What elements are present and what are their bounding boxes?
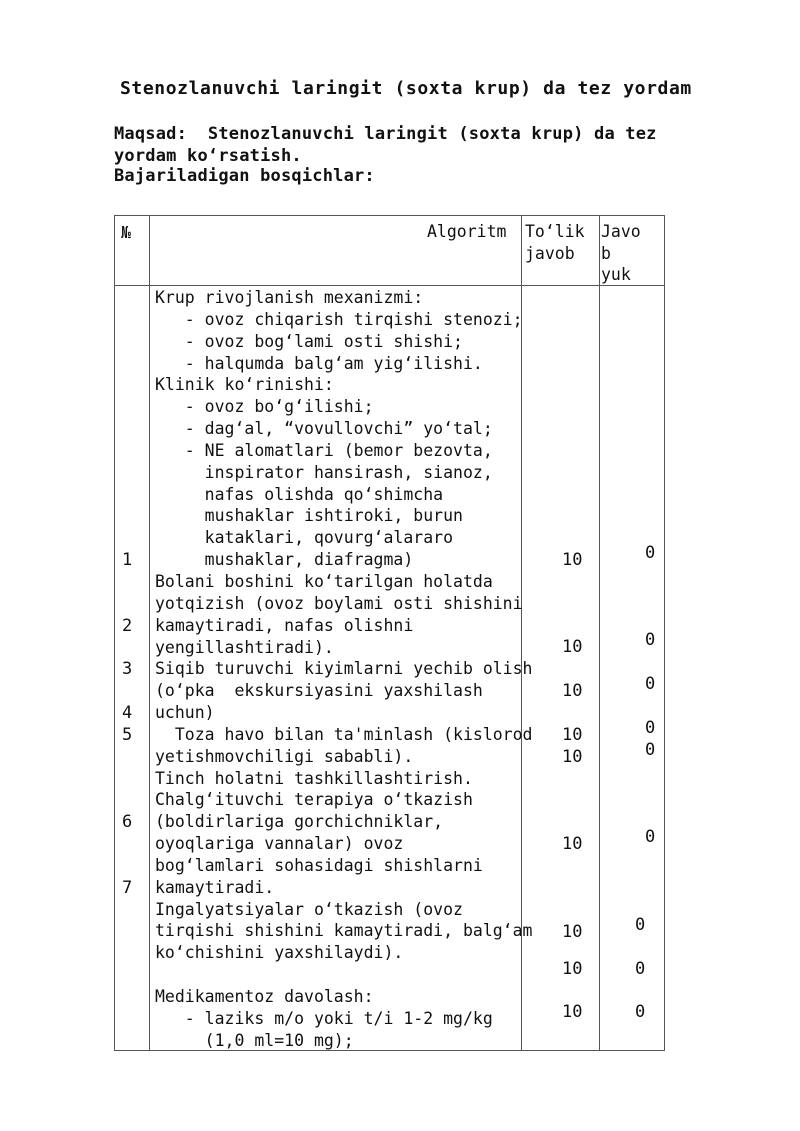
header-number: № (121, 223, 131, 242)
zero-score: 0 (645, 718, 656, 738)
algorithm-line: - laziks m/o yoki t/i 1-2 mg/kg (155, 1008, 493, 1028)
algorithm-line: (1,0 ml=10 mg); (155, 1030, 354, 1050)
algorithm-line: Toza havo bilan ta'minlash (kislorod (155, 724, 533, 744)
zero-score: 0 (635, 959, 646, 979)
algorithm-line: bog‘lamlari sohasidagi shishlarni (155, 855, 483, 875)
algorithm-line: - halqumda balg‘am yig‘ilishi. (155, 353, 483, 373)
algorithm-line: Medikamentoz davolash: (155, 987, 374, 1006)
algorithm-line: Chalg‘ituvchi terapiya o‘tkazish (155, 790, 473, 810)
algorithm-line: (o‘pka ekskursiyasini yaxshilash (155, 681, 483, 701)
zero-score: 0 (635, 1002, 646, 1022)
algorithm-line: oyoqlariga vannalar) ovoz (155, 834, 404, 854)
algorithm-line: - dag‘al, “vovullovchi” yo‘tal; (155, 419, 493, 439)
goal-line-1: Maqsad: Stenozlanuvchi laringit (soxta krup) da tez (114, 124, 657, 144)
algorithm-line: - ovoz bog‘lami osti shishi; (155, 331, 463, 351)
zero-score: 0 (645, 827, 656, 847)
zero-score: 0 (645, 543, 656, 563)
row-number: 2 (122, 616, 133, 636)
row-number: 3 (122, 659, 133, 679)
algorithm-line: Siqib turuvchi kiyimlarni yechib olish (155, 659, 533, 679)
algorithm-line: - NE alomatlari (bemor bezovta, (155, 440, 493, 460)
full-score: 10 (562, 550, 583, 570)
algorithm-line: Krup rivojlanish mexanizmi: (155, 288, 424, 307)
algorithm-line: uchun) (155, 703, 215, 723)
algorithm-line: - ovoz chiqarish tirqishi stenozi; (155, 309, 523, 329)
document-title: Stenozlanuvchi laringit (soxta krup) da tez yordam (120, 78, 692, 99)
algorithm-line: Bolani boshini ko‘tarilgan holatda (155, 571, 493, 591)
algorithm-line: yotqizish (ovoz boylami osti shishini (155, 593, 523, 613)
algorithm-line: (boldirlariga gorchichniklar, (155, 812, 444, 832)
algorithm-line (155, 964, 533, 986)
header-divider (149, 285, 664, 286)
row-number: 4 (122, 703, 133, 723)
full-score: 10 (562, 922, 583, 942)
algorithm-line: Ingalyatsiyalar o‘tkazish (ovoz (155, 899, 463, 919)
algorithm-line: tirqishi shishini kamaytiradi, balg‘am (155, 921, 533, 941)
header-algorithm: Algoritm (427, 222, 507, 241)
algorithm-line: mushaklar, diafragma) (155, 550, 414, 570)
full-score: 10 (562, 725, 583, 745)
full-score: 10 (562, 1002, 583, 1022)
algorithm-line: ko‘chishini yaxshilaydi). (155, 943, 404, 963)
algorithm-line: yetishmovchiligi sababli). (155, 746, 414, 766)
algorithm-table (114, 215, 665, 1051)
algorithm-line: Klinik ko‘rinishi: (155, 375, 334, 395)
row-number: 1 (122, 550, 133, 570)
zero-score: 0 (645, 674, 656, 694)
algorithm-line: kataklari, qovurg‘alararo (155, 528, 454, 548)
full-score: 10 (562, 637, 583, 657)
row-number: 5 (122, 725, 133, 745)
zero-score: 0 (645, 740, 656, 760)
steps-heading: Bajariladigan bosqichlar: (114, 166, 375, 186)
column-divider (599, 216, 600, 1050)
full-score: 10 (562, 834, 583, 854)
full-score: 10 (562, 959, 583, 979)
algorithm-steps (155, 287, 533, 1052)
column-divider (149, 216, 150, 1050)
goal-line-2: yordam ko‘rsatish. (114, 146, 302, 166)
row-number: 6 (122, 812, 133, 832)
full-score: 10 (562, 681, 583, 701)
zero-score: 0 (635, 915, 646, 935)
algorithm-line: yengillashtiradi). (155, 637, 334, 657)
row-number: 7 (122, 878, 133, 898)
algorithm-line: mushaklar ishtiroki, burun (155, 506, 463, 526)
algorithm-line: kamaytiradi. (155, 877, 275, 897)
algorithm-line: Tinch holatni tashkillashtirish. (155, 768, 473, 788)
algorithm-line: nafas olishda qo‘shimcha (155, 484, 444, 504)
zero-score: 0 (645, 630, 656, 650)
algorithm-line: kamaytiradi, nafas olishni (155, 615, 414, 635)
header-no-answer: Javo b yuk (601, 222, 641, 284)
algorithm-line: inspirator hansirash, sianoz, (155, 462, 493, 482)
header-full-answer: To‘lik javob (525, 222, 585, 263)
header-divider (115, 285, 149, 286)
full-score: 10 (562, 747, 583, 767)
algorithm-line: - ovoz bo‘g‘ilishi; (155, 397, 374, 417)
